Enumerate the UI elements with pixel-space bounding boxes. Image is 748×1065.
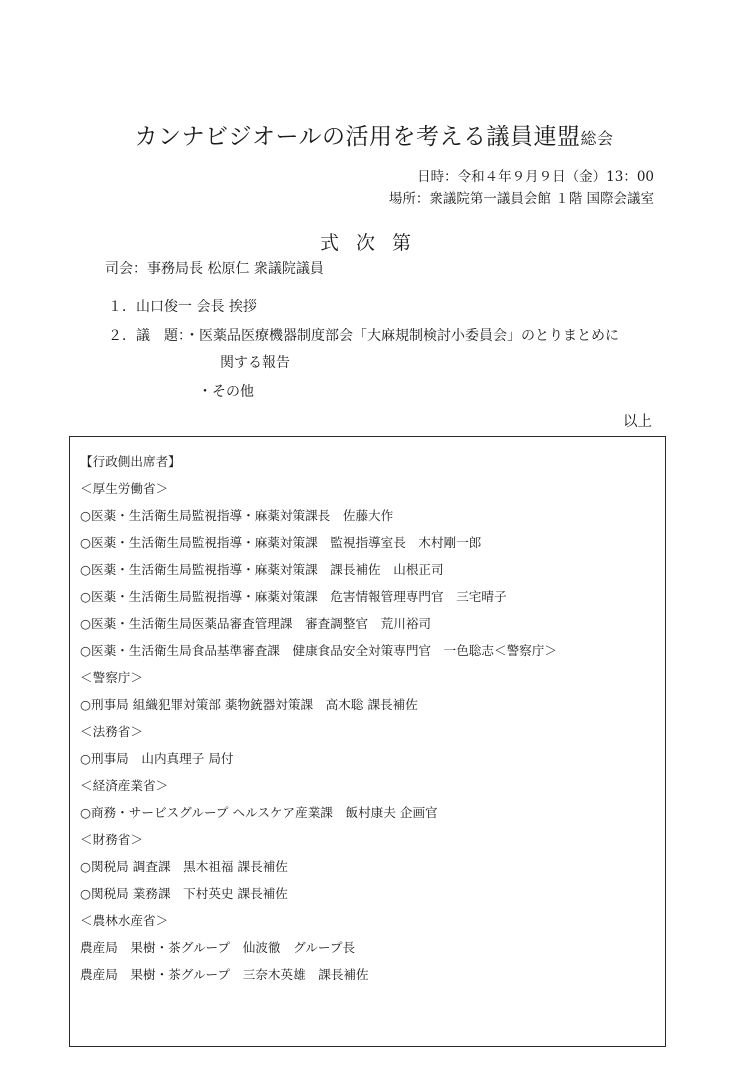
meeting-place: 場所：衆議院第一議員会館 １階 国際会議室 <box>388 191 654 207</box>
order-of-proceedings-heading: 式次第 <box>319 232 428 254</box>
ministry-heading: ＜経済産業省＞ <box>80 778 169 793</box>
agenda-item-2: ２．議 題：・医薬品医療機器制度部会「大麻規制検討小委員会」のとりまとめに <box>108 328 619 344</box>
ministry-heading: ＜農林水産省＞ <box>80 913 169 928</box>
attendee-line: ○関税局 業務課 下村英史 課長補佐 <box>80 886 288 901</box>
meeting-date: 日時：令和４年９月９日（金）13：00 <box>417 169 654 185</box>
attendees-heading: 【行政側出席者】 <box>80 454 181 469</box>
ministry-heading: ＜法務省＞ <box>80 724 143 739</box>
attendee-line: ○刑事局 組織犯罪対策部 薬物銃器対策課 高木聡 課長補佐 <box>80 697 418 712</box>
agenda-item-2-other: ・その他 <box>198 384 254 400</box>
attendee-line: ○医薬・生活衛生局医薬品審査管理課 審査調整官 荒川裕司 <box>80 616 432 631</box>
agenda-item-1: １．山口俊一 会長 挨拶 <box>108 299 257 315</box>
attendee-line: 農産局 果樹・茶グループ 三奈木英雄 課長補佐 <box>80 967 369 982</box>
attendee-line: ○医薬・生活衛生局食品基準審査課 健康食品安全対策専門官 一色聡志＜警察庁＞ <box>80 643 557 658</box>
closing-mark: 以上 <box>623 414 652 430</box>
agenda-item-2-continuation: 関する報告 <box>220 355 290 371</box>
ministry-heading: ＜厚生労働省＞ <box>80 481 169 496</box>
ministry-heading: ＜警察庁＞ <box>80 670 143 685</box>
attendee-line: ○医薬・生活衛生局監視指導・麻薬対策課 監視指導室長 木村剛一郎 <box>80 535 482 550</box>
master-of-ceremonies: 司会：事務局長 松原仁 衆議院議員 <box>105 261 324 277</box>
title-main: カンナビジオールの活用を考える議員連盟 <box>134 124 581 150</box>
attendee-line: ○関税局 調査課 黒木祖福 課長補佐 <box>80 859 288 874</box>
attendee-line: ○医薬・生活衛生局監視指導・麻薬対策課 課長補佐 山根正司 <box>80 562 444 577</box>
ministry-heading: ＜財務省＞ <box>80 832 143 847</box>
attendee-line: ○商務・サービスグループ ヘルスケア産業課 飯村康夫 企画官 <box>80 805 438 820</box>
attendee-line: 農産局 果樹・茶グループ 仙波徹 グループ長 <box>80 940 356 955</box>
title-suffix: 総会 <box>580 129 614 148</box>
attendees-box <box>69 436 666 1047</box>
attendee-line: ○医薬・生活衛生局監視指導・麻薬対策課長 佐藤大作 <box>80 508 394 523</box>
attendee-line: ○医薬・生活衛生局監視指導・麻薬対策課 危害情報管理専門官 三宅晴子 <box>80 589 507 604</box>
attendee-line: ○刑事局 山内真理子 局付 <box>80 751 234 766</box>
document-title <box>0 118 748 151</box>
